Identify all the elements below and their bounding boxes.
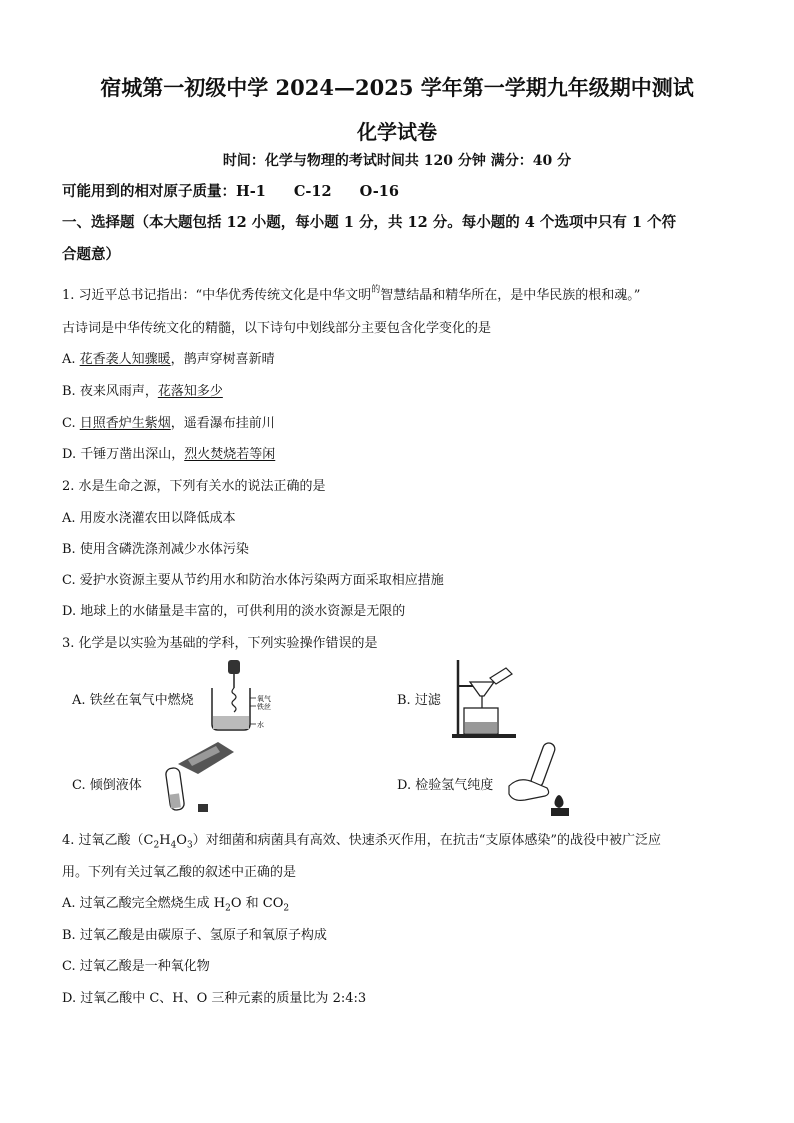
q3-option-b: B. 过滤 [397,693,441,708]
exam-subtitle: 化学试卷 [357,120,437,144]
q1-c-label: C. [62,416,80,431]
q1-c-underlined: 日照香炉生紫烟 [79,416,171,431]
section1-heading-line2: 合题意） [62,246,120,263]
exam-title: 宿城第一初级中学 2024—2025 学年第一学期九年级期中测试 [100,75,694,100]
q4-sub2: 4 [170,840,177,851]
q1-stem-line1 [62,284,640,303]
q4-stem-h: H [159,833,171,848]
q4-stem-b: ）对细菌和病菌具有高效、快速杀灭作用，在抗击“支原体感染”的战役中被广泛应 [192,833,661,848]
q2-option-c: C. 爱护水资源主要从节约用水和防治水体污染两方面采取相应措施 [62,573,444,588]
exam-time-line: 时间：化学与物理的考试时间共 120 分钟 满分：40 分 [222,153,572,169]
q4-stem-o: O [176,833,187,848]
q4-sub1: 2 [153,840,160,851]
fig-a-label-oxygen: 氧气 [257,695,271,703]
q1-option-a [62,348,275,367]
q1-d-label: D. 千锤万凿出深山， [62,447,185,462]
q1-a-label: A. [62,352,80,367]
q4-option-a [62,892,289,914]
q2-option-a: A. 用废水浇灌农田以降低成本 [62,511,236,526]
q4-stem-line2: 用。下列有关过氧乙酸的叙述中正确的是 [62,865,297,880]
q4-a-sub2: 2 [283,903,290,914]
q2-option-b: B. 使用含磷洗涤剂减少水体污染 [62,542,249,557]
q1-b-underlined: 花落知多少 [157,384,223,399]
q3-stem: 3. 化学是以实验为基础的学科，下列实验操作错误的是 [62,636,378,651]
mass-c: C-12 [293,183,332,200]
q4-sub3: 3 [186,840,193,851]
q1-b-label: B. 夜来风雨声， [62,384,158,399]
q1-stem-part-b: 智慧结晶和精华所在，是中华民族的根和魂。” [380,288,641,303]
q1-stem-line2: 古诗词是中华传统文化的精髓，以下诗句中划线部分主要包含化学变化的是 [62,321,492,336]
atomic-masses-label: 可能用到的相对原子质量： [62,183,236,200]
q4-option-d: D. 过氧乙酸中 C、H、O 三种元素的质量比为 2:4:3 [62,991,367,1006]
section1-heading-line1: 一、选择题（本大题包括 12 小题，每小题 1 分，共 12 分。每小题的 4 个选项中只有 1 个符 [62,214,677,231]
q1-a-rest: ，鹊声穿树喜新晴 [170,352,275,367]
q4-a-pre: A. 过氧乙酸完全燃烧生成 H [62,896,226,911]
fig-a-label-water: 水 [257,721,264,729]
q1-option-c [62,412,275,431]
mass-o: O-16 [359,183,399,200]
fig-a-label-iron: 铁丝 [257,703,271,711]
q1-c-rest: ，遥看瀑布挂前川 [170,416,275,431]
q3-option-d: D. 检验氢气纯度 [397,778,494,793]
mass-h: H-1 [236,183,266,200]
pour-liquid-figure [158,738,248,818]
q2-stem: 2. 水是生命之源，下列有关水的说法正确的是 [62,479,326,494]
q4-a-mid: O 和 CO [230,896,284,911]
q2-option-d: D. 地球上的水储量是丰富的，可供利用的淡水资源是无限的 [62,604,406,619]
q4-stem-a: 4. 过氧乙酸（C [62,833,154,848]
q1-d-underlined: 烈火焚烧若等闲 [184,447,276,462]
q1-option-d [62,443,275,462]
atomic-masses [62,180,399,201]
q3-option-c: C. 倾倒液体 [72,778,142,793]
q4-option-b: B. 过氧乙酸是由碳原子、氢原子和氧原子构成 [62,928,327,943]
q4-option-c: C. 过氧乙酸是一种氧化物 [62,959,210,974]
q1-stem-sup: 的 [371,285,381,295]
q4-stem-line1 [62,829,661,851]
iron-wire-combustion-figure [198,658,271,738]
q1-option-b [62,380,223,399]
q3-option-a: A. 铁丝在氧气中燃烧 [72,693,194,708]
q1-stem-part-a: 1. 习近平总书记指出：“中华优秀传统文化是中华文明 [62,288,372,303]
q4-a-sub1: 2 [225,903,231,914]
filtration-figure [450,656,522,740]
hydrogen-purity-test-figure [505,738,585,818]
q1-a-underlined: 花香袭人知骤暖 [79,352,171,367]
